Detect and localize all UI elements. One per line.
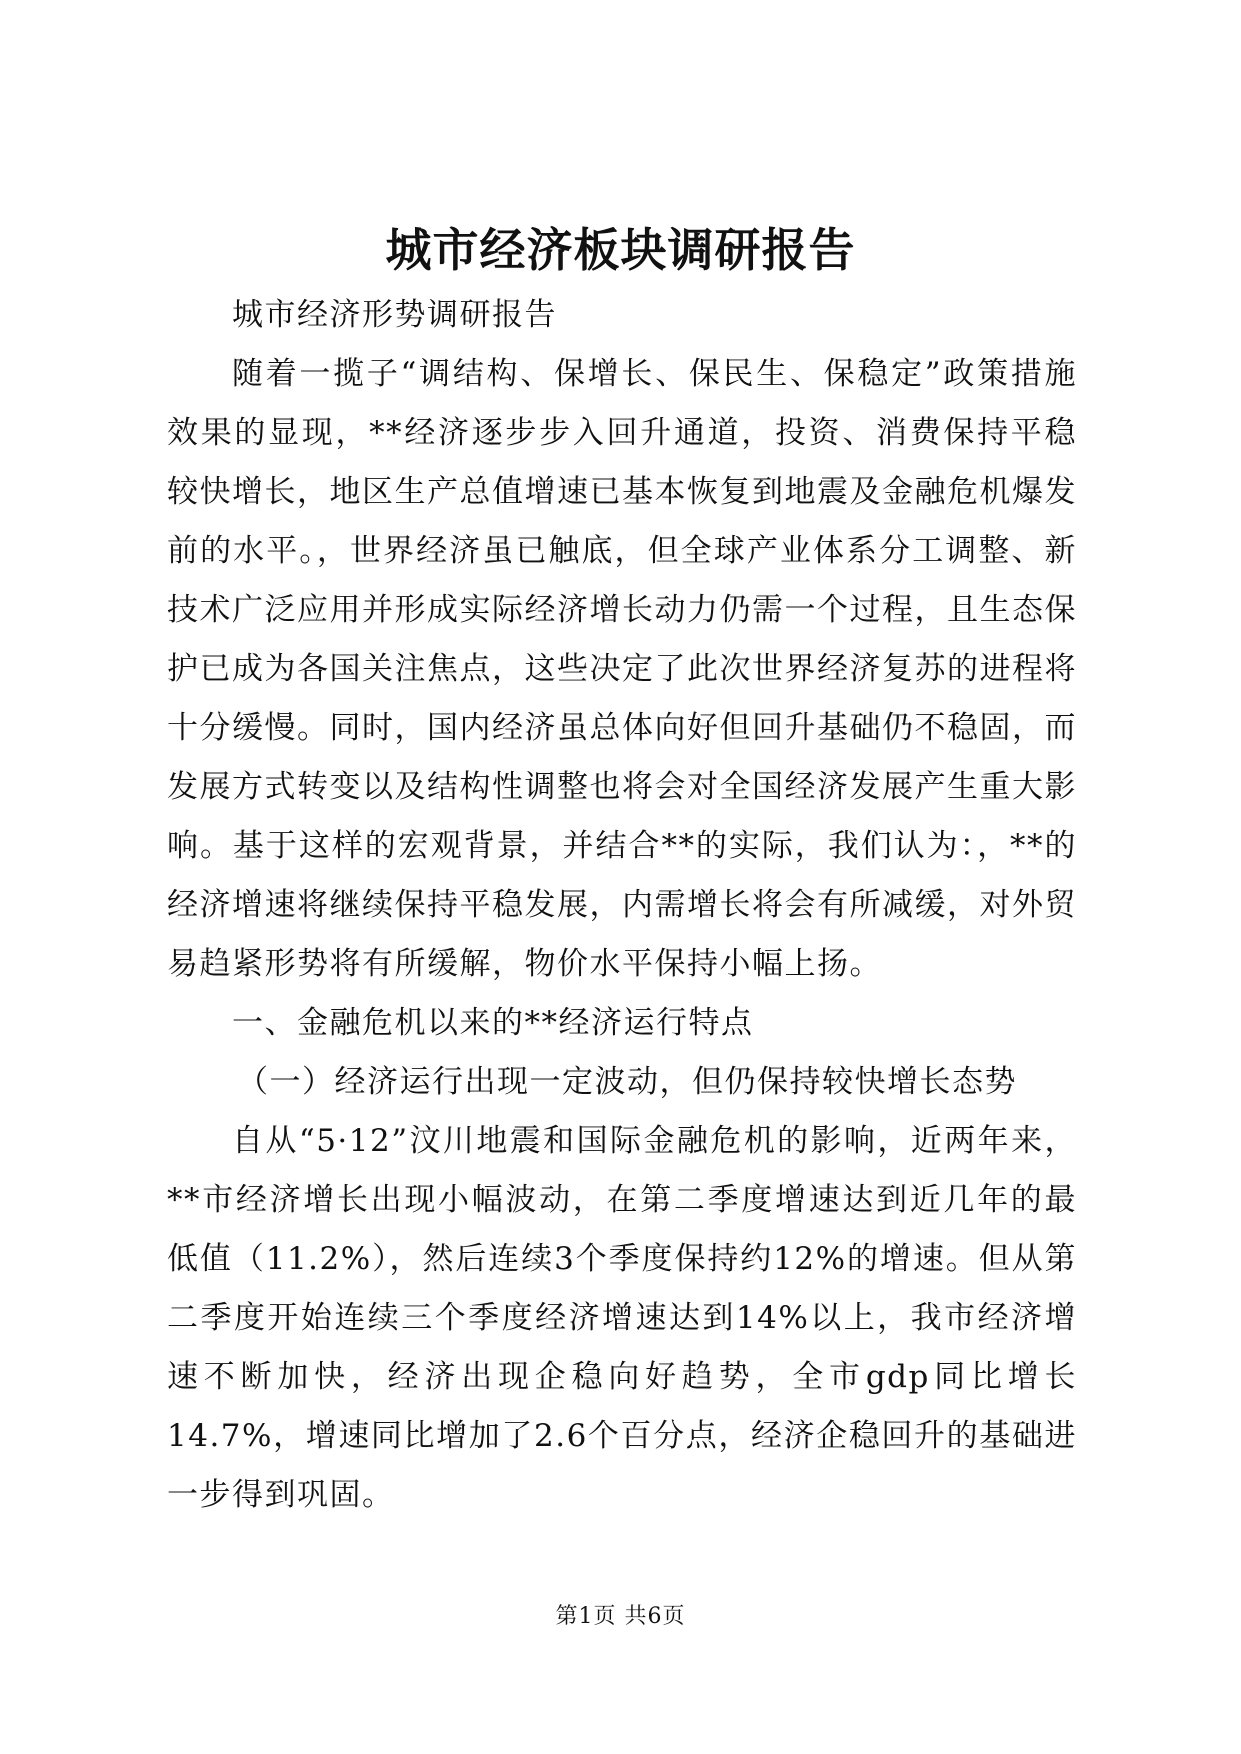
page-footer: 第1页 共6页 [555,1604,686,1629]
section-heading: 一、金融危机以来的**经济运行特点 [232,1005,754,1041]
document-body [167,286,1077,1525]
body-paragraph: 自从“5·12”汶川地震和国际金融危机的影响，近两年来，**市经济增长出现小幅波动，在第二季度增速达到近几年的最低值（11.2%），然后连续3个季度保持约12%的增速。但从第二季度开始连续三个季度经济增速达到14%以上，我市经济增速不断加快，经济出现企稳向好趋势，全市gdp同比增长14.7%，增速同比增加了2.6个百分点，经济企稳回升的基础进一步得到巩固。 [167,1123,1077,1513]
intro-paragraph: 随着一揽子“调结构、保增长、保民生、保稳定”政策措施效果的显现，**经济逐步步入回升通道，投资、消费保持平稳较快增长，地区生产总值增速已基本恢复到地震及金融危机爆发前的水平。，世界经济虽已触底，但全球产业体系分工调整、新技术广泛应用并形成实际经济增长动力仍需一个过程，且生态保护已成为各国关注焦点，这些决定了此次世界经济复苏的进程将十分缓慢。同时，国内经济虽总体向好但回升基础仍不稳固，而发展方式转变以及结构性调整也将会对全国经济发展产生重大影响。基于这样的宏观背景，并结合**的实际，我们认为：，**的经济增速将继续保持平稳发展，内需增长将会有所减缓，对外贸易趋紧形势将有所缓解，物价水平保持小幅上扬。 [167,356,1077,982]
subtitle-paragraph: 城市经济形势调研报告 [232,297,557,333]
subsection-heading: （一）经济运行出现一定波动，但仍保持较快增长态势 [237,1064,1017,1100]
document-title: 城市经济板块调研报告 [385,223,856,277]
